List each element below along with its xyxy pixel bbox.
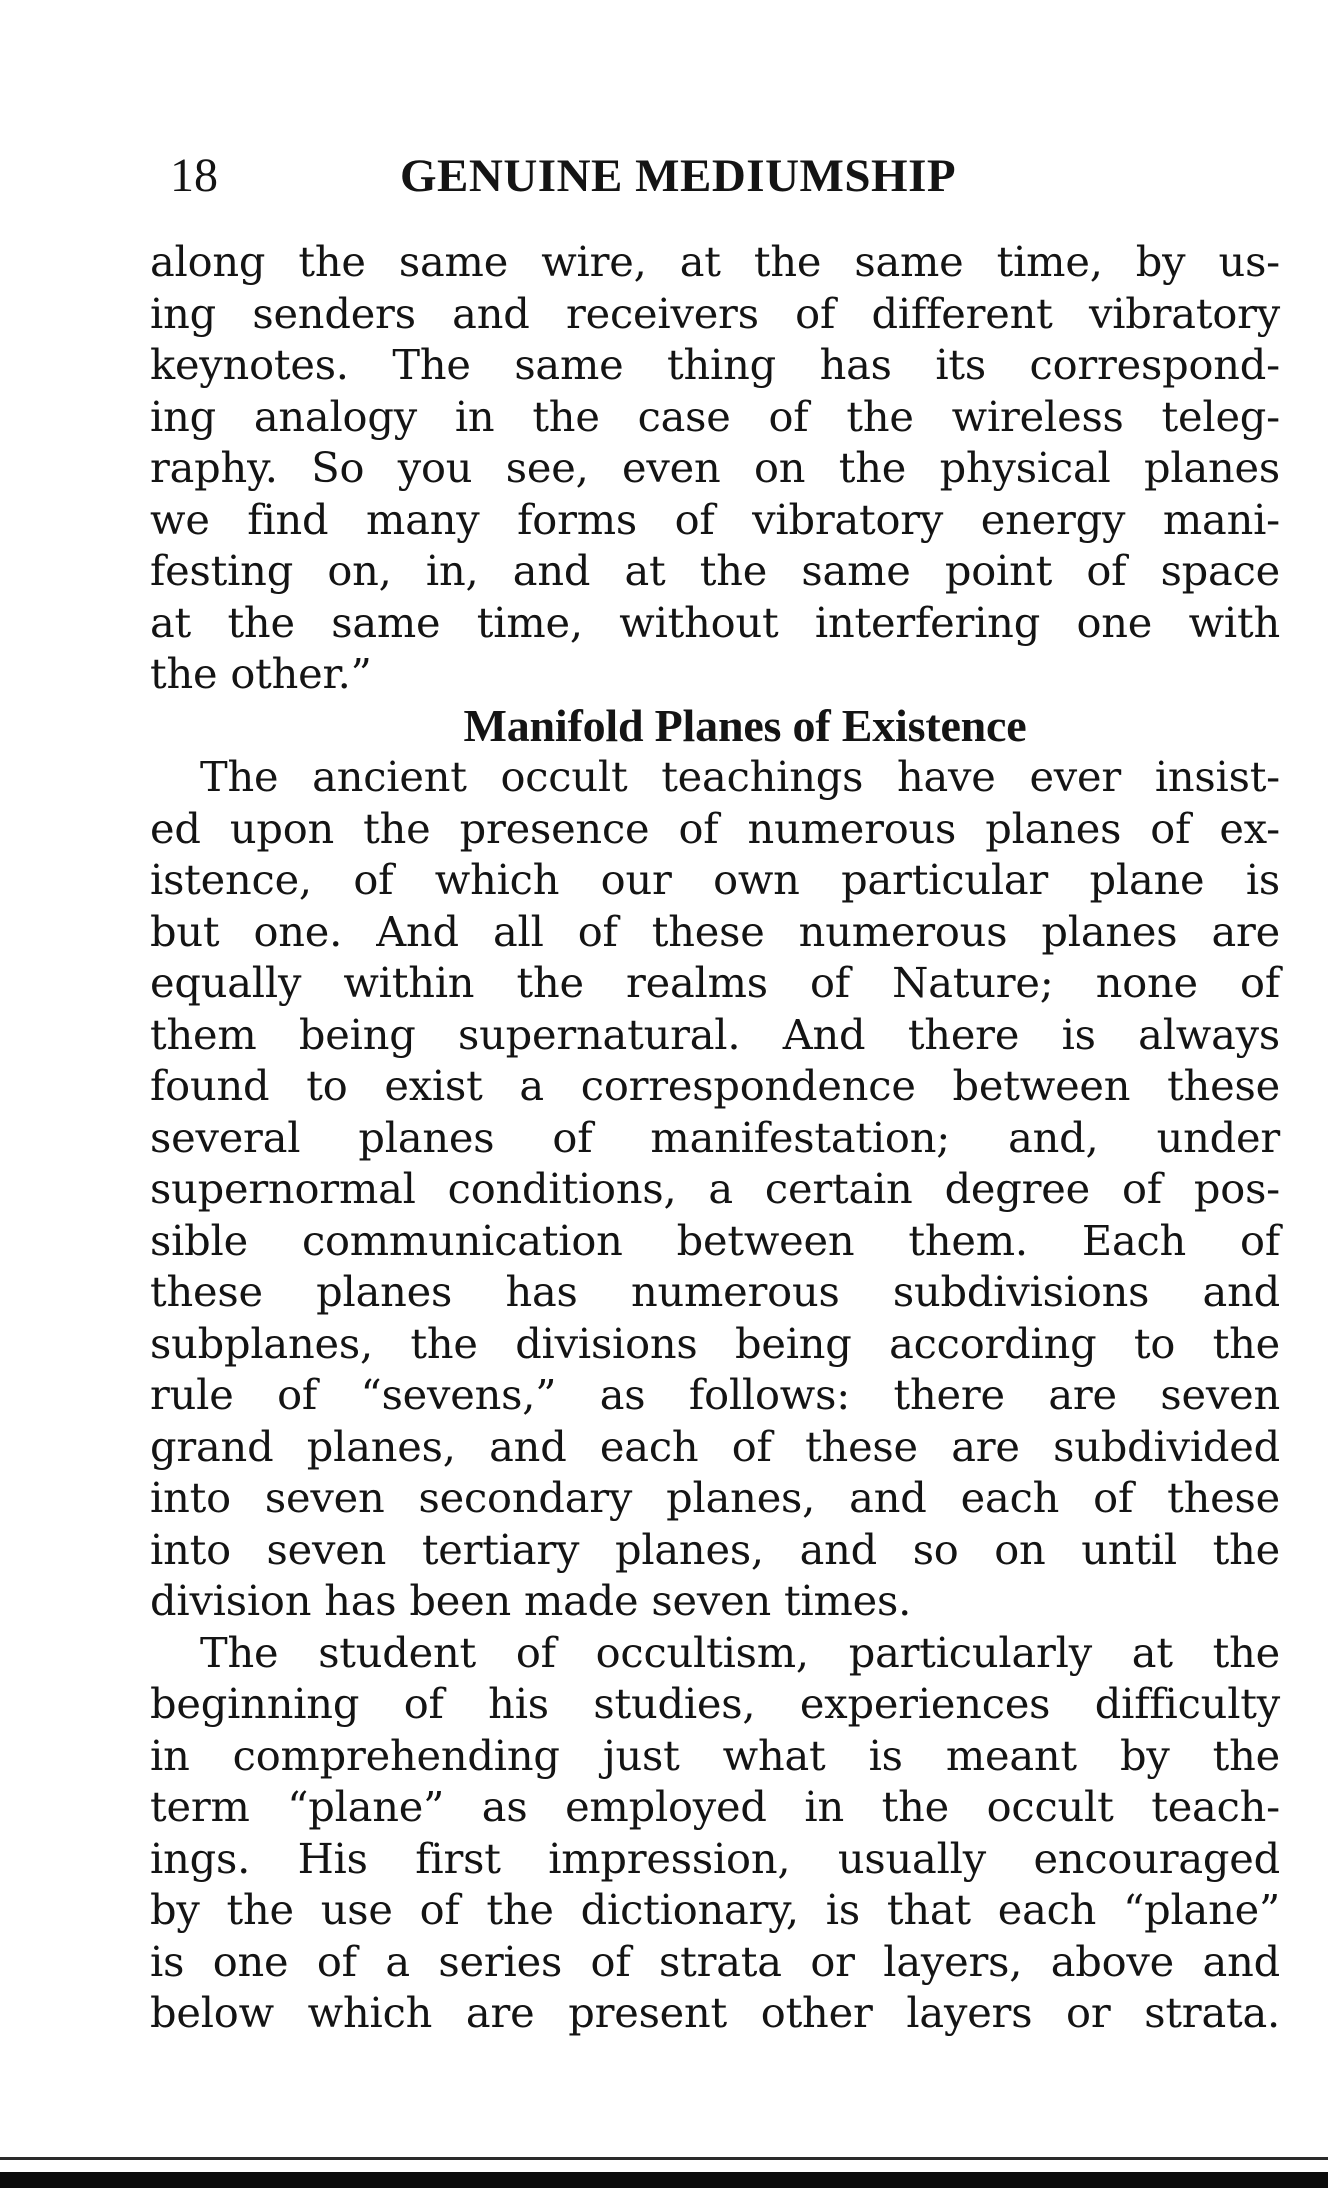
text-line: along the same wire, at the same time, by us- — [150, 237, 1280, 286]
text-line: equally within the realms of Nature; none of — [150, 958, 1280, 1007]
section-heading: Manifold Planes of Existence — [463, 699, 1027, 751]
text-line: ing analogy in the case of the wireless teleg- — [150, 391, 1280, 441]
bottom-edge-line — [0, 2157, 1328, 2160]
text-line: several planes of manifestation; and, under — [150, 1112, 1280, 1162]
text-line: ings. His first impression, usually encouraged — [150, 1833, 1280, 1883]
text-line: division has been made seven times. — [150, 1576, 912, 1625]
text-line: ing senders and receivers of different vibratory — [150, 288, 1280, 338]
text-line: sible communication between them. Each of — [150, 1215, 1280, 1265]
text-line: raphy. So you see, even on the physical planes — [150, 443, 1280, 492]
text-line: term “plane” as employed in the occult teach- — [150, 1782, 1280, 1831]
text-line: grand planes, and each of these are subdivided — [150, 1421, 1280, 1471]
text-line: rule of “sevens,” as follows: there are seven — [150, 1370, 1280, 1419]
text-line: the other.” — [150, 649, 372, 698]
paragraph-planes — [150, 751, 1280, 1627]
text-line: by the use of the dictionary, is that each “plane” — [150, 1885, 1280, 1934]
text-line: ed upon the presence of numerous planes of ex- — [150, 803, 1280, 853]
text-line: them being supernatural. And there is always — [150, 1009, 1280, 1059]
text-line: these planes has numerous subdivisions and — [150, 1267, 1280, 1316]
text-line: into seven tertiary planes, and so on until the — [150, 1524, 1280, 1574]
text-line: is one of a series of strata or layers, above and — [150, 1936, 1280, 1986]
page-header — [170, 150, 1290, 210]
paragraph-student — [150, 1627, 1280, 2039]
page-number: 18 — [170, 149, 218, 202]
paragraph-continued — [150, 236, 1280, 700]
bottom-edge-bar — [0, 2172, 1328, 2188]
text-line: beginning of his studies, experiences difficulty — [150, 1679, 1280, 1728]
text-line: into seven secondary planes, and each of these — [150, 1473, 1280, 1522]
text-line: supernormal conditions, a certain degree of pos- — [150, 1164, 1280, 1213]
text-line: we find many forms of vibratory energy mani- — [150, 494, 1280, 544]
text-line: but one. And all of these numerous planes are — [150, 906, 1280, 956]
text-line: The student of occultism, particularly at the — [200, 1627, 1280, 1677]
text-line: found to exist a correspondence between these — [150, 1061, 1280, 1110]
text-line: keynotes. The same thing has its correspond- — [150, 340, 1280, 389]
text-line: The ancient occult teachings have ever insist- — [200, 752, 1280, 801]
running-title: GENUINE MEDIUMSHIP — [400, 150, 957, 202]
body-text — [150, 236, 1280, 2039]
text-line: below which are present other layers or strata. — [150, 1988, 1280, 2037]
text-line: istence, of which our own particular plane is — [150, 855, 1280, 904]
text-line: festing on, in, and at the same point of space — [150, 546, 1280, 595]
text-line: at the same time, without interfering one with — [150, 597, 1280, 647]
text-line: in comprehending just what is meant by the — [150, 1730, 1280, 1780]
text-line: subplanes, the divisions being according to the — [150, 1318, 1280, 1368]
